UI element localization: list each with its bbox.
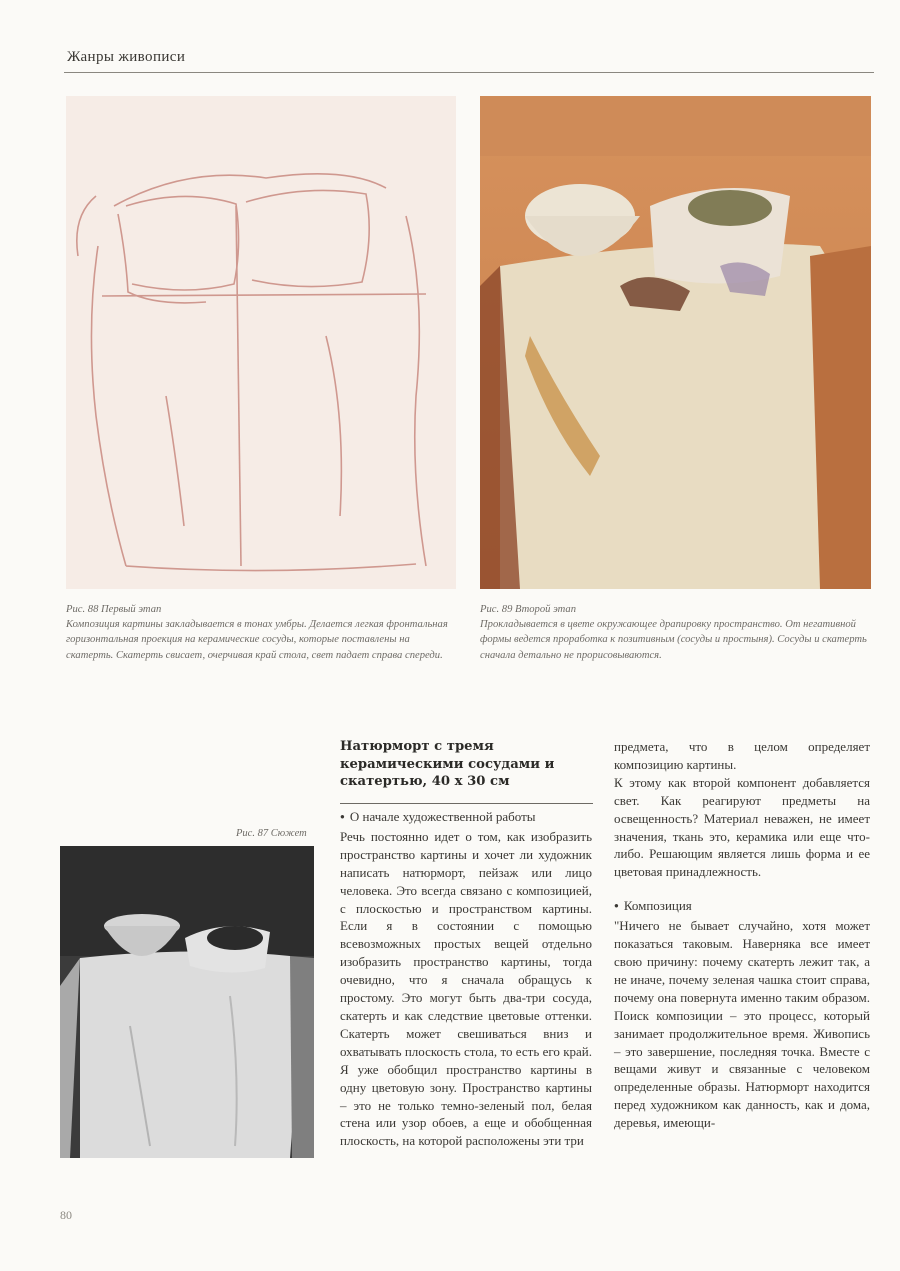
- figure-87-image: [60, 846, 314, 1158]
- section-2-text: "Ничего не бывает случайно, хотя может показаться таковым. Наверняка все имеет свою причину: почему скатерть лежит так, а не иначе, почему зеленая чашка стоит справа, почему она повернута именно таким образом. Поиск композиции – это процесс, который занимает продолжительное время. Живопись – это завершение, последняя точка. Вместе с вещами живут и связанные с человеком определенные образы. Натюрморт находится перед художником как данность, как и дома, деревья, имеющи-: [614, 918, 870, 1131]
- article-title: Натюрморт с тремя керамическими сосудами и скатертью, 40 x 30 см: [340, 739, 555, 789]
- section-heading-composition: ● Композиция: [614, 897, 870, 917]
- page-number: 80: [60, 1208, 72, 1222]
- figure-89-caption-text: Прокладывается в цвете окружающее драпировку пространство. От негативной формы ведется проработка к позитивным (сосуды и простыня). Сосуды и скатерть сначала детально не прорисовываются.: [480, 619, 867, 661]
- figure-89-caption-title: Рис. 89 Второй этап: [480, 604, 577, 615]
- article-column-2: [614, 738, 870, 1132]
- title-divider: [340, 803, 593, 804]
- section-title: Жанры живописи: [67, 49, 186, 65]
- figure-88-caption-title: Рис. 88 Первый этап: [66, 604, 162, 615]
- figure-88-image: [66, 96, 456, 589]
- column-2-continuation: предмета, что в целом определяет композицию картины.: [614, 739, 870, 772]
- article-column-1: [340, 808, 592, 1150]
- figure-89-image: [480, 96, 871, 589]
- column-2-paragraph-2: К этому как второй компонент добавляется свет. Как реагируют предметы на освещенность? Материал неважен, не имеет значения, ткань это, керамика или еще что-либо. Решающим является лишь форма и ее цветовая принадлежность.: [614, 774, 870, 880]
- figure-88-caption: [66, 602, 458, 663]
- section-heading-start: ● О начале художественной работы: [340, 808, 592, 828]
- section-1-text: Речь постоянно идет о том, как изобразить пространство картины и хочет ли художник написать натюрморт, пейзаж или лицо человека. Это всегда связано с композицией, с плоскостью и пространством картины. Если я в состоянии с помощью всевозможных простых вещей отдельно изобразить пространство картины, тогда очевидно, что я сначала обращусь к простому. Это могут быть два-три сосуда, скатерть и как следствие цветовые оттенки. Скатерть может свешиваться вниз и охватывать плоскость стола, то есть его край. Я уже обобщил пространство картины в одну цветовую зону. Пространство картины – это не только темно-зеленый пол, белая стена или узор обоев, а еще и обобщенная плоскость, на которой расположены эти три: [340, 828, 592, 1149]
- figure-87-label: Рис. 87 Сюжет: [236, 828, 307, 839]
- figure-89-caption: [480, 602, 871, 663]
- header-divider: [64, 72, 874, 73]
- figure-88-caption-text: Композиция картины закладывается в тонах умбры. Делается легкая фронтальная горизонтальная проекция на керамические сосуды, которые поставлены на скатерть. Скатерть свисает, очерчивая край стола, свет падает справа спереди.: [66, 619, 448, 661]
